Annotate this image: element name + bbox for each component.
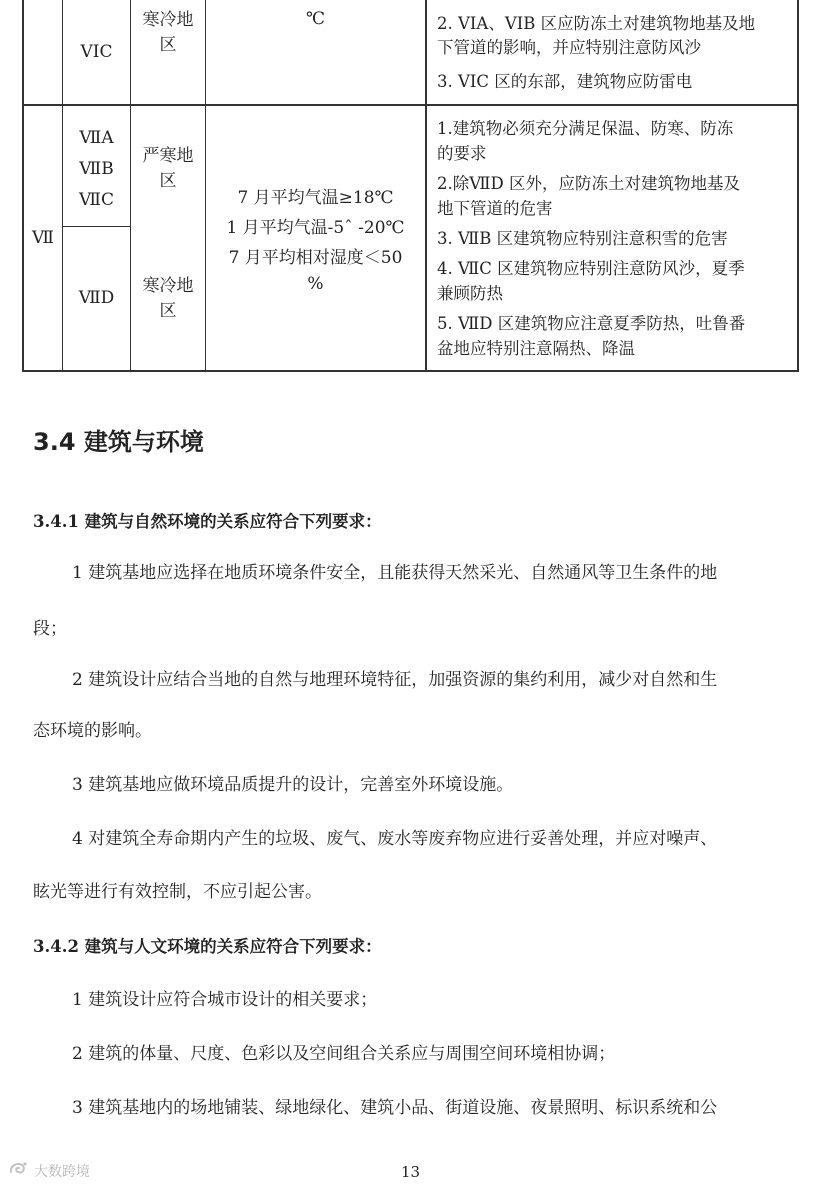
zone-cell — [24, 0, 62, 104]
condition-line: % — [307, 274, 324, 294]
clause-line: 态环境的影响。 — [33, 721, 152, 741]
requirements-cell — [437, 116, 745, 361]
condition-line: ℃ — [305, 8, 326, 29]
condition-cell — [206, 4, 425, 34]
clause-line: 段； — [33, 619, 67, 639]
requirement-line: 2.除ⅦD 区外，应防冻土对建筑物地基及 — [437, 174, 741, 193]
requirement-line: 盆地应特别注意隔热、降温 — [437, 339, 635, 358]
section-heading: 3.4 建筑与环境 — [33, 428, 204, 456]
climate-name-line: 区 — [159, 300, 177, 321]
page-number: 13 — [400, 1163, 421, 1181]
requirement-line: 5. ⅦD 区建筑物应注意夏季防热，吐鲁番 — [437, 314, 746, 333]
requirement-line: 地下管道的危害 — [437, 199, 553, 218]
sub-zone-label: ⅦC — [79, 189, 114, 210]
sub-zone-label: ⅦB — [79, 158, 114, 179]
climate-name-line: 寒冷地 — [142, 10, 194, 30]
table-right-border — [797, 0, 799, 372]
climate-name-line: 严寒地 — [142, 146, 194, 166]
zone-cell: Ⅶ — [32, 227, 54, 248]
subsection-title: 3.4.1 建筑与自然环境的关系应符合下列要求： — [33, 512, 382, 531]
watermark-text: 大数跨境 — [34, 1164, 90, 1180]
clause-line: 2 建筑设计应结合当地的自然与地理环境特征，加强资源的集约利用，减少对自然和生 — [72, 670, 718, 690]
clause-line: 2 建筑的体量、尺度、色彩以及空间组合关系应与周围空间环境相协调； — [72, 1044, 616, 1064]
sub-zone-cell — [63, 112, 130, 226]
clause-line: 1 建筑设计应符合城市设计的相关要求； — [72, 990, 378, 1010]
sub-zone-label: ⅦA — [79, 127, 114, 148]
watermark — [8, 1160, 90, 1182]
condition-line: 7 月平均相对湿度＜50 — [228, 248, 403, 268]
condition-line: 1 月平均气温-5ˆ -20℃ — [226, 218, 405, 238]
condition-cell — [206, 176, 425, 302]
requirements-cell — [437, 12, 755, 94]
climate-name-cell — [131, 8, 205, 104]
clause-line: 3 建筑基地应做环境品质提升的设计，完善室外环境设施。 — [72, 775, 514, 795]
sub-zone-label: ⅦD — [78, 288, 115, 308]
requirement-line: 2. VIA、VIB 区应防冻土对建筑物地基及地 — [437, 14, 756, 33]
climate-name-cell — [131, 227, 205, 370]
requirement-line: 1.建筑物必须充分满足保温、防寒、防冻 — [437, 119, 734, 138]
table-bottom-border — [22, 370, 799, 372]
requirement-line: 4. ⅦC 区建筑物应特别注意防风沙，夏季 — [437, 259, 745, 278]
subsection-title: 3.4.2 建筑与人文环境的关系应符合下列要求： — [33, 937, 382, 956]
climate-name-cell — [131, 112, 205, 226]
climate-name-line: 区 — [159, 171, 177, 191]
requirement-line: 下管道的影响，并应特别注意防风沙 — [437, 38, 701, 57]
sub-zone-label: VIC — [80, 41, 113, 62]
climate-zone-table — [22, 0, 799, 372]
clause-line: 眩光等进行有效控制，不应引起公害。 — [33, 882, 322, 902]
swirl-logo-icon — [8, 1160, 30, 1182]
table-row-divider — [22, 104, 799, 106]
climate-name-line: 寒冷地 — [142, 275, 194, 296]
requirement-line: 3. VIC 区的东部，建筑物应防雷电 — [437, 72, 693, 91]
requirement-line: 的要求 — [437, 144, 487, 163]
clause-line: 4 对建筑全寿命期内产生的垃圾、废气、废水等废弃物应进行妥善处理，并应对噪声、 — [72, 829, 718, 849]
requirement-line: 3. ⅦB 区建筑物应特别注意积雪的危害 — [437, 229, 728, 248]
clause-line: 3 建筑基地内的场地铺装、绿地绿化、建筑小品、街道设施、夜景照明、标识系统和公 — [72, 1098, 718, 1118]
clause-line: 1 建筑基地应选择在地质环境条件安全，且能获得天然采光、自然通风等卫生条件的地 — [72, 563, 718, 583]
table-col-divider — [425, 0, 427, 372]
sub-zone-cell — [63, 227, 130, 370]
condition-line: 7 月平均气温≥18℃ — [237, 188, 394, 208]
sub-zone-cell — [63, 0, 130, 104]
climate-name-line: 区 — [159, 35, 177, 55]
requirement-line: 兼顾防热 — [437, 284, 503, 303]
